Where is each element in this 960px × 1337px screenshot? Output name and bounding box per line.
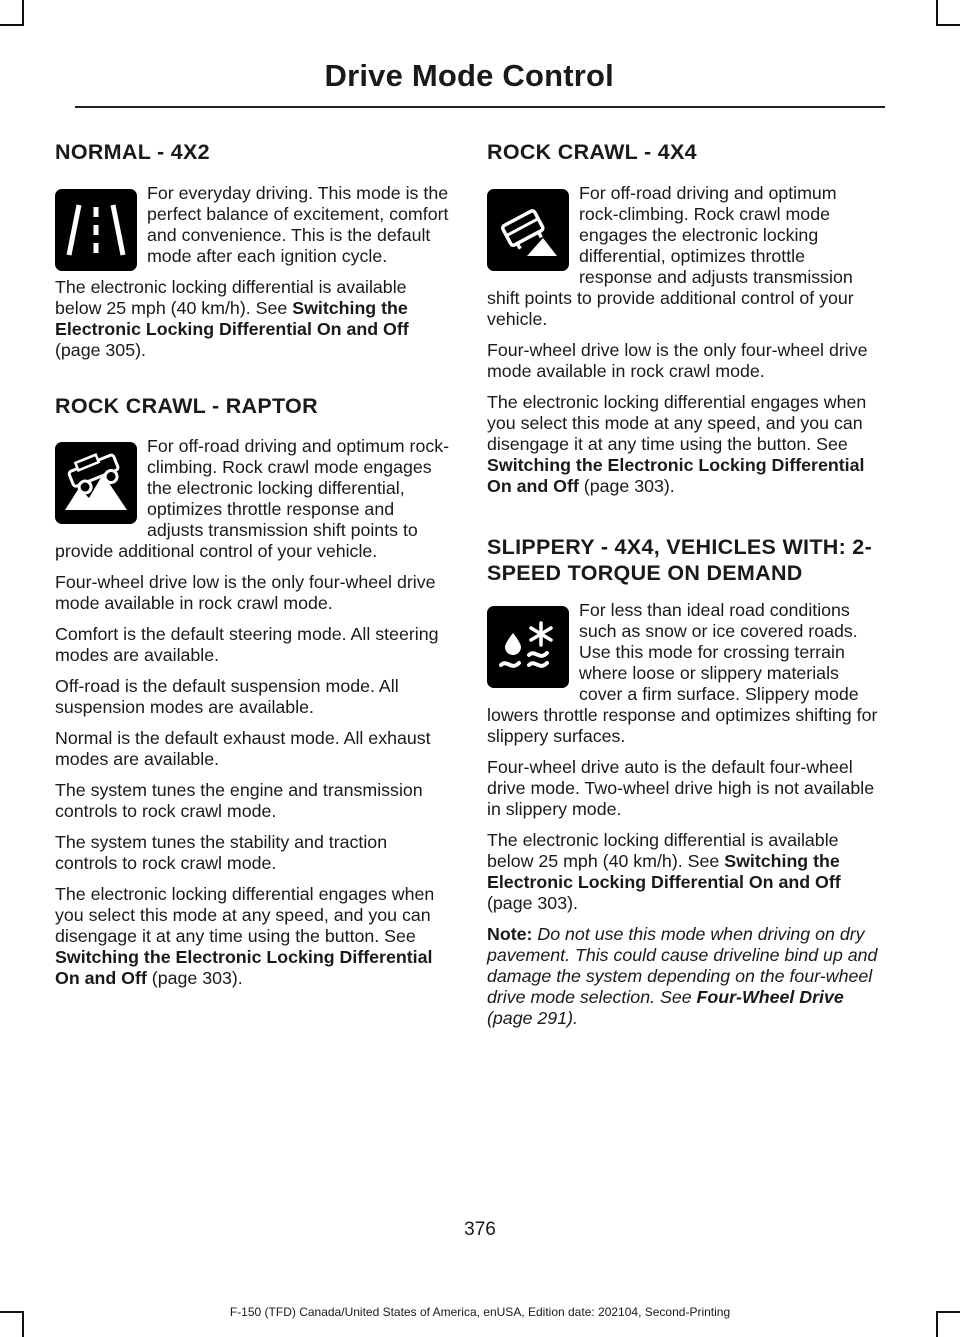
text: (page 303). <box>578 476 675 497</box>
paragraph: Comfort is the default steering mode. All steering modes are available. <box>55 623 439 665</box>
cross-reference-link[interactable]: Switching the Electronic Locking Differential On and Off <box>55 298 409 340</box>
header-rule <box>75 106 885 108</box>
page-number: 376 <box>464 1219 496 1240</box>
rock-crawl-raptor-icon <box>55 442 137 524</box>
crop-mark-top-right-v <box>936 0 938 26</box>
section-title: NORMAL - 4X2 <box>55 140 210 164</box>
paragraph: Four-wheel drive low is the only four-wheel drive mode available in rock crawl mode. <box>55 571 436 613</box>
cross-reference-link[interactable]: Four-Wheel Drive <box>696 987 844 1008</box>
paragraph: The system tunes the stability and traction controls to rock crawl mode. <box>55 831 388 873</box>
section-normal-4x2 <box>55 140 453 361</box>
crop-mark-top-left-h <box>0 24 24 26</box>
paragraph: The system tunes the engine and transmission controls to rock crawl mode. <box>55 779 423 821</box>
paragraph: For off-road driving and optimum rock-climbing. Rock crawl mode engages the electronic locking differential, optimizes throttle response and adjusts transmission shift points to provide additional control of your vehicle. <box>55 435 450 561</box>
paragraph: Four-wheel drive auto is the default four-wheel drive mode. Two-wheel drive high is not available in slippery mode. <box>487 757 875 820</box>
rock-crawl-icon <box>487 189 569 271</box>
section-slippery-4x4 <box>487 535 881 1029</box>
paragraph <box>487 392 881 497</box>
paragraph <box>55 277 453 361</box>
crop-mark-top-right-h <box>936 24 960 26</box>
text: The electronic locking differential engages when you select this mode at any speed, and you can disengage it at any time using the button. See <box>487 392 867 455</box>
section-title: ROCK CRAWL - 4X4 <box>487 140 697 164</box>
text: (page 303). <box>146 967 243 988</box>
left-column <box>55 140 453 989</box>
footer-edition-info: F-150 (TFD) Canada/United States of America, enUSA, Edition date: 202104, Second-Printing <box>229 1305 731 1319</box>
section-title: ROCK CRAWL - RAPTOR <box>55 394 318 419</box>
note-paragraph <box>487 924 881 1029</box>
text: The electronic locking differential engages when you select this mode at any speed, and you can disengage it at any time using the button. See <box>55 883 435 946</box>
cross-reference-link[interactable]: Switching the Electronic Locking Differential On and Off <box>487 455 865 497</box>
paragraph: For less than ideal road conditions such as snow or ice covered roads. Use this mode for crossing terrain where loose or slippery materials cover a firm surface. Slippery mode lowers throttle response and optimizes shifting for slippery surfaces. <box>487 600 878 747</box>
road-lanes-icon <box>55 189 137 271</box>
paragraph: Normal is the default exhaust mode. All exhaust modes are available. <box>55 727 431 769</box>
text: The electronic locking differential is available below 25 mph (40 km/h). See <box>487 830 839 872</box>
note-text: (page 291). <box>487 1008 578 1029</box>
right-column <box>487 140 881 1029</box>
cross-reference-link[interactable]: Switching the Electronic Locking Differential On and Off <box>55 946 433 988</box>
paragraph: Four-wheel drive low is the only four-wheel drive mode available in rock crawl mode. <box>487 340 868 382</box>
cross-reference-link[interactable]: Switching the Electronic Locking Differential On and Off <box>487 851 841 893</box>
text: (page 303). <box>487 893 578 914</box>
text: The electronic locking differential is available below 25 mph (40 km/h). See <box>55 277 407 319</box>
paragraph <box>487 830 881 914</box>
crop-mark-top-left-v <box>22 0 24 26</box>
section-rock-crawl-raptor <box>55 394 453 988</box>
section-title: SLIPPERY - 4X4, VEHICLES WITH: 2-SPEED TORQUE ON DEMAND <box>487 535 873 585</box>
paragraph <box>55 884 453 989</box>
section-rock-crawl-4x4 <box>487 140 881 497</box>
paragraph: For off-road driving and optimum rock-climbing. Rock crawl mode engages the electronic locking differential, optimizes throttle response and adjusts transmission shift points to provide additional control of your vehicle. <box>487 183 854 330</box>
slippery-snow-icon <box>487 606 569 688</box>
paragraph: Off-road is the default suspension mode. All suspension modes are available. <box>55 675 399 717</box>
note-text: Do not use this mode when driving on dry pavement. This could cause driveline bind up and damage the system depending on the four-wheel drive mode selection. See <box>487 924 878 1008</box>
paragraph: For everyday driving. This mode is the perfect balance of excitement, comfort and convenience. This is the default mode after each ignition cycle. <box>147 183 449 267</box>
page-title: Drive Mode Control <box>324 58 614 93</box>
note-label: Note: <box>487 924 533 945</box>
text: (page 305). <box>55 340 146 361</box>
